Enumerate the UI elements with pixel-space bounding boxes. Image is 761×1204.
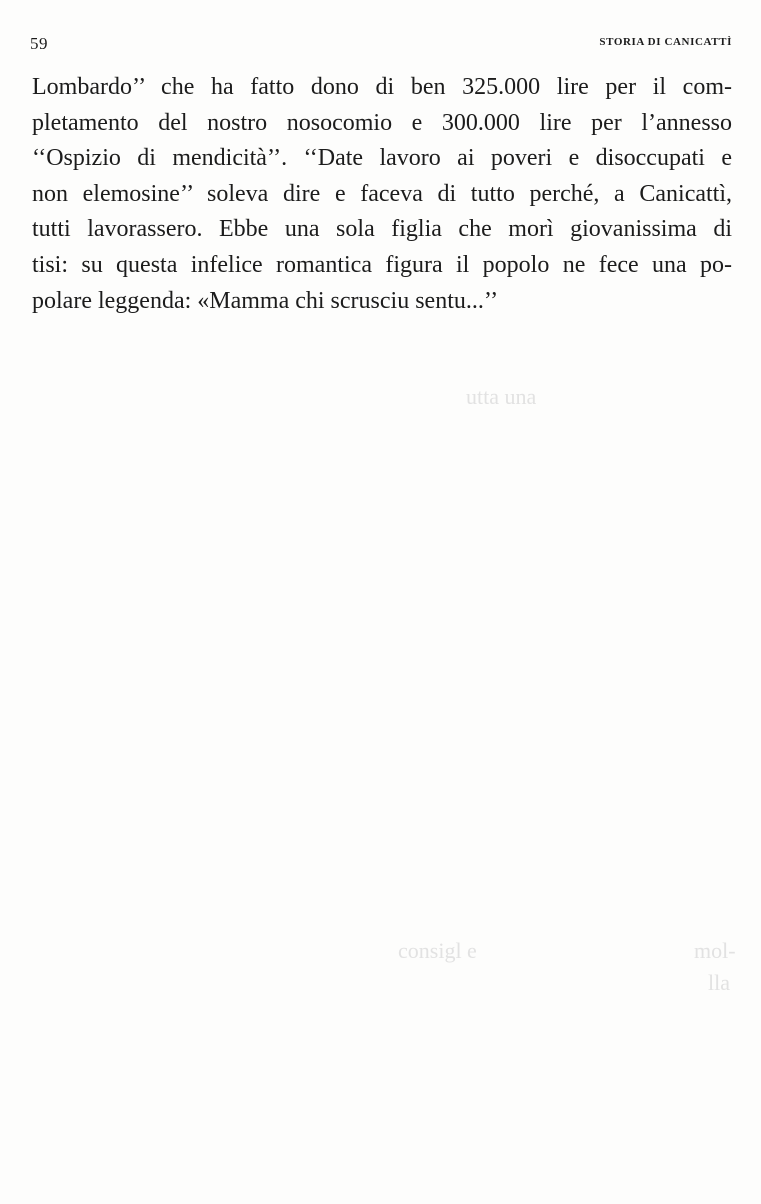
bleed-through-text: utta una xyxy=(466,384,537,409)
running-head: STORIA DI CANICATTÌ xyxy=(599,36,732,48)
bleed-through-text: mol- xyxy=(694,938,736,963)
text-line: pletamento del nostro nosocomio e 300.000 lire per l’annesso xyxy=(32,109,732,136)
text-line: tisi: su questa infelice romantica figura il popolo ne fece una po- xyxy=(32,251,732,278)
text-line: Lombardo’’ che ha fatto dono di ben 325.000 lire per il com- xyxy=(32,74,732,100)
text-line: tutti lavorassero. Ebbe una sola figlia che morì giovanissima di xyxy=(32,216,732,243)
bleed-through-text: lla xyxy=(708,970,730,995)
text-line: ‘‘Ospizio di mendicità’’. ‘‘Date lavoro ai poveri e disoccupati e xyxy=(32,145,732,172)
body-text xyxy=(32,70,732,319)
bleed-through-text: consigl e xyxy=(398,938,477,963)
page-header xyxy=(30,34,732,54)
text-line: polare leggenda: «Mamma chi scrusciu sentu...’’ xyxy=(32,287,499,314)
text-line: non elemosine’’ soleva dire e faceva di tutto perché, a Canicattì, xyxy=(32,180,732,207)
page-number: 59 xyxy=(30,34,48,53)
